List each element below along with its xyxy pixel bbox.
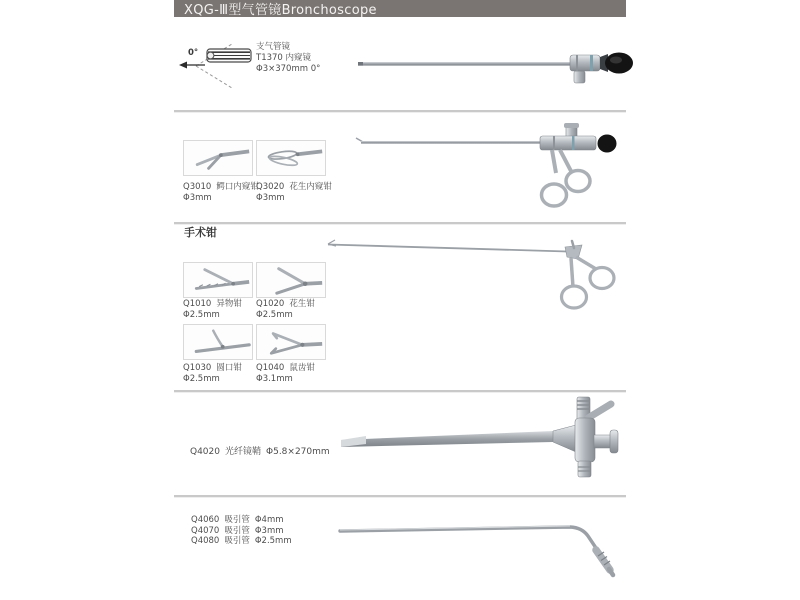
- optical-forceps-illustration: [320, 115, 640, 215]
- product-name: 吸引管: [224, 515, 250, 525]
- product-label-q1020: [256, 299, 315, 320]
- product-code: Q1030: [183, 363, 212, 373]
- direction-arrow-icon: [179, 62, 187, 69]
- finger-ring: [562, 286, 587, 308]
- product-code: Q1040: [256, 363, 285, 373]
- product-box-q1020: [256, 262, 326, 298]
- suction-tube-illustration: [330, 510, 620, 585]
- product-label-q1010: [183, 299, 242, 320]
- bronchoscope-spec-block: [256, 42, 320, 75]
- product-name: 吸引管: [224, 536, 250, 546]
- peanut-jaw-icon: [257, 141, 325, 175]
- product-spec: Φ5.8×270mm: [266, 447, 330, 457]
- wire-forceps-illustration: [320, 235, 640, 320]
- product-name: 花生钳: [289, 299, 315, 309]
- product-spec: Φ2.5mm: [254, 536, 292, 546]
- product-spec: Φ3mm: [183, 192, 212, 203]
- product-name: 鳄口内窥钳: [216, 182, 259, 192]
- bronchoscope-illustration: [340, 40, 640, 95]
- product-box-q1030: [183, 324, 253, 360]
- product-name: 圆口钳: [216, 363, 242, 373]
- sheath-illustration: [330, 395, 640, 480]
- eyepiece-cap: [598, 135, 617, 153]
- product-label-q3010: [183, 182, 259, 203]
- product-label-q4060: [191, 515, 292, 526]
- product-code: Q4020: [190, 447, 220, 457]
- product-code: Q1010: [183, 299, 212, 309]
- product-spec: Φ4mm: [254, 515, 284, 525]
- bronchoscope-name: 支气管镜: [256, 42, 291, 52]
- product-name: 花生内窥钳: [289, 182, 332, 192]
- page-title-bar: [174, 0, 626, 17]
- product-box-q3010: [183, 140, 253, 176]
- bronchoscope-size: Φ3×370mm 0°: [256, 64, 321, 74]
- section-divider-3: [174, 390, 626, 393]
- product-label-q4020: [190, 447, 330, 458]
- surgical-forceps-heading: 手术钳: [184, 226, 217, 239]
- section-divider-4: [174, 495, 626, 498]
- product-spec: Φ2.5mm: [256, 309, 293, 320]
- finger-ring: [566, 171, 590, 192]
- product-code: Q4080: [191, 536, 220, 546]
- product-box-q1010: [183, 262, 253, 298]
- product-name: 异物钳: [216, 299, 242, 309]
- product-label-q4080: [191, 536, 292, 547]
- product-code: Q4060: [191, 515, 220, 525]
- product-code: Q1020: [256, 299, 285, 309]
- section-divider-1: [174, 110, 626, 113]
- finger-ring: [590, 268, 614, 289]
- product-spec: Φ3.1mm: [256, 373, 293, 384]
- product-code: Q4070: [191, 525, 220, 536]
- product-spec: Φ2.5mm: [183, 373, 220, 384]
- product-name: 鼠齿钳: [289, 363, 315, 373]
- product-name: 吸引管: [224, 525, 250, 536]
- page-title: XQG-Ⅲ型气管镜Bronchoscope: [184, 3, 377, 18]
- product-box-q1040: [256, 324, 326, 360]
- product-code: Q3010: [183, 182, 212, 192]
- round-mouth-jaw-icon: [184, 325, 252, 359]
- product-label-q1030: [183, 363, 242, 384]
- scope-tube-diagram: [205, 46, 253, 66]
- product-name: 光纤镜鞘: [225, 447, 262, 457]
- product-spec: Φ2.5mm: [183, 309, 220, 320]
- section-divider-2: [174, 222, 626, 225]
- finger-ring: [542, 184, 567, 206]
- suction-label-block: [191, 515, 292, 547]
- product-code: Q3020: [256, 182, 285, 192]
- bronchoscope-model: T1370 内窥镜: [256, 53, 312, 63]
- rat-tooth-jaw-icon: [257, 325, 325, 359]
- product-spec: Φ3mm: [256, 192, 285, 203]
- alligator-jaw-icon: [184, 141, 252, 175]
- product-box-q3020: [256, 140, 326, 176]
- product-label-q4070: [191, 526, 292, 537]
- product-spec: Φ3mm: [254, 525, 284, 536]
- foreign-body-jaw-icon: [184, 263, 252, 297]
- angle-label: 0°: [188, 48, 199, 58]
- peanut-jaw-open-icon: [257, 263, 325, 297]
- product-label-q1040: [256, 363, 315, 384]
